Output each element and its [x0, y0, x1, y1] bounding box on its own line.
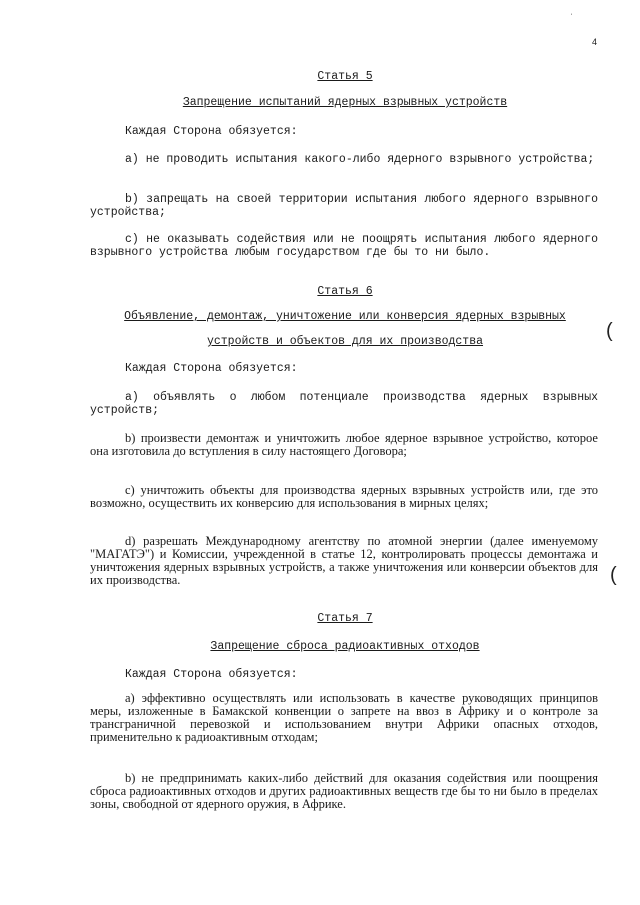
top-mark: ˙ [569, 14, 574, 23]
article-6-subtitle-line1: Объявление, демонтаж, уничтожение или конверсия ядерных взрывных [124, 310, 566, 323]
article-7-title: Статья 7 [317, 612, 373, 625]
article-6-item-c: c) уничтожить объекты для производства ядерных взрывных устройств или, где это возможно, осуществить их конверсию для использования в мирных целях; [90, 483, 598, 510]
article-6-item-b: b) произвести демонтаж и уничтожить любое ядерное взрывное устройство, которое она изготовила до вступления в силу настоящего Договора; [90, 431, 598, 458]
article-5-item-a: a) не проводить испытания какого-либо ядерного взрывного устройства; [125, 153, 595, 166]
page-number: 4 [592, 37, 598, 47]
article-6-item-a: a) объявлять о любом потенциале производства ядерных взрывных устройств; [90, 391, 598, 417]
article-7-item-a: a) эффективно осуществлять или использовать в качестве руководящих принципов меры, изложенные в Бамакской конвенции о запрете на ввоз в Африку и о контроле за трансграничной перевозкой и использованием внутри Африки опасных отходов, применительно к радиоактивным отходам; [90, 691, 598, 744]
article-6-subtitle-line2: устройств и объектов для их производства [206, 335, 484, 348]
article-6-intro: Каждая Сторона обязуется: [125, 362, 298, 375]
article-5-subtitle: Запрещение испытаний ядерных взрывных устройств [182, 96, 508, 109]
article-5-title: Статья 5 [317, 70, 373, 83]
article-5-intro: Каждая Сторона обязуется: [125, 125, 298, 138]
article-7-intro: Каждая Сторона обязуется: [125, 668, 298, 681]
article-5-item-b: b) запрещать на своей территории испытания любого ядерного взрывного устройства; [90, 193, 598, 219]
margin-bracket-mark: ( [606, 320, 613, 342]
article-5-item-c: c) не оказывать содействия или не поощрять испытания любого ядерного взрывного устройства любым государством где бы то ни было. [90, 233, 598, 259]
margin-bracket-mark: ( [610, 564, 617, 586]
article-7-item-b: b) не предпринимать каких-либо действий для оказания содействия или поощрения сброса радиоактивных отходов и других радиоактивных веществ где бы то ни было в пределах зоны, свободной от ядерного оружия, в Африке. [90, 771, 598, 811]
article-6-title: Статья 6 [317, 285, 373, 298]
article-6-item-d: d) разрешать Международному агентству по атомной энергии (далее именуемому "МАГАТЭ") и Комиссии, учрежденной в статье 12, контролировать процессы демонтажа и уничтожения ядерных взрывных устройств, а также уничтожения или конверсии объектов для их производства. [90, 534, 598, 587]
article-7-subtitle: Запрещение сброса радиоактивных отходов [210, 640, 480, 653]
